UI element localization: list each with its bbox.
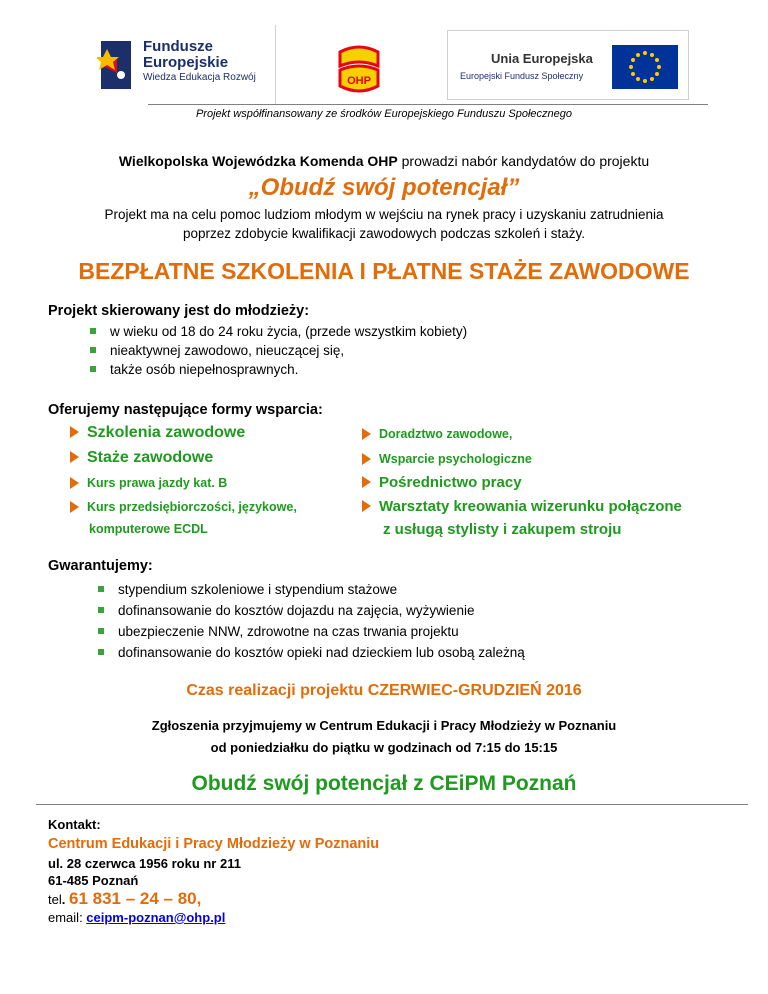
list-item: dofinansowanie do kosztów opieki nad dzieckiem lub osobą zależną — [98, 642, 525, 663]
contact-address-1: ul. 28 czerwca 1956 roku nr 211 — [48, 856, 241, 871]
arrow-icon — [362, 453, 371, 465]
phone-label-dot: . — [61, 892, 66, 907]
description-line-1: Projekt ma na celu pomoc ludziom młodym w wejściu na rynek pracy i uzyskaniu zatrudnienia — [104, 207, 664, 222]
target-heading: Projekt skierowany jest do młodzieży: — [48, 303, 310, 319]
support-left-item-4: Kurs przedsiębiorczości, językowe, — [70, 500, 297, 514]
ue-logo-line2: Europejski Fundusz Społeczny — [460, 71, 584, 81]
cofinancing-note: Projekt współfinansowany ze środków Europejskiego Funduszu Społecznego — [195, 108, 573, 120]
arrow-icon — [362, 476, 371, 488]
support-heading: Oferujemy następujące formy wsparcia: — [48, 402, 323, 418]
unia-europejska-logo — [447, 30, 689, 100]
email-link[interactable]: ceipm-poznan@ohp.pl — [86, 910, 226, 925]
arrow-icon — [70, 477, 79, 489]
arrow-icon — [362, 428, 371, 440]
support-left-item-2: Staże zawodowe — [70, 449, 213, 467]
header-rule — [148, 104, 708, 105]
guarantee-heading: Gwarantujemy: — [48, 558, 153, 574]
phone-number: 61 831 – 24 – 80, — [68, 889, 202, 908]
logo-divider — [275, 25, 276, 105]
fundusze-europejskie-logo — [97, 35, 267, 95]
applications — [0, 715, 768, 759]
contact-org: Centrum Edukacji i Pracy Młodzieży w Poznaniu — [48, 836, 380, 852]
bullet-icon — [90, 347, 96, 353]
fe-logo-line1: Fundusze — [143, 38, 213, 55]
applications-line-2: od poniedziałku do piątku w godzinach od 7:15 do 15:15 — [210, 740, 558, 755]
description-line-2: poprzez zdobycie kwalifikacji zawodowych podczas szkoleń i staży. — [183, 226, 585, 241]
support-right-item-3: Pośrednictwo pracy — [362, 474, 522, 491]
support-right-item-4-cont: z usługą stylisty i zakupem stroju — [383, 521, 622, 538]
intro-org: Wielkopolska Wojewódzka Komenda OHP — [118, 153, 398, 169]
ohp-logo-text: OHP — [347, 75, 371, 87]
bullet-icon — [98, 607, 104, 613]
list-item: stypendium szkoleniowe i stypendium stażowe — [98, 579, 525, 600]
email-label: email: — [48, 910, 87, 925]
target-list — [90, 322, 467, 379]
guarantee-list — [98, 579, 525, 663]
headline: BEZPŁATNE SZKOLENIA I PŁATNE STAŻE ZAWODOWE — [78, 258, 690, 284]
arrow-icon — [362, 500, 371, 512]
intro-line — [0, 153, 768, 169]
arrow-icon — [70, 501, 79, 513]
phone-label: tel — [48, 892, 62, 907]
ue-logo-line1: Unia Europejska — [491, 51, 593, 66]
project-description — [40, 205, 728, 243]
support-left-item-4-cont: komputerowe ECDL — [89, 522, 208, 536]
arrow-icon — [70, 426, 79, 438]
fe-logo-line3: Wiedza Edukacja Rozwój — [143, 71, 256, 83]
slogan: Obudź swój potencjał z CEiPM Poznań — [191, 772, 577, 795]
ohp-logo-icon — [330, 40, 388, 98]
contact-address-2: 61-485 Poznań — [48, 873, 139, 888]
arrow-icon — [70, 451, 79, 463]
eu-flag-icon — [612, 45, 678, 89]
support-right-item-4: Warsztaty kreowania wizerunku połączone — [362, 498, 682, 515]
list-item: nieaktywnej zawodowo, nieuczącej się, — [90, 341, 467, 360]
support-left-item-3: Kurs prawa jazdy kat. B — [70, 476, 227, 490]
bullet-icon — [98, 628, 104, 634]
bullet-icon — [90, 366, 96, 372]
intro-rest: prowadzi nabór kandydatów do projektu — [397, 153, 650, 169]
project-name: „Obudź swój potencjał” — [248, 174, 520, 201]
list-item: ubezpieczenie NNW, zdrowotne na czas trwania projektu — [98, 621, 525, 642]
fe-logo-icon — [97, 35, 137, 95]
list-item: także osób niepełnosprawnych. — [90, 360, 467, 379]
bullet-icon — [90, 328, 96, 334]
list-item: w wieku od 18 do 24 roku życia, (przede wszystkim kobiety) — [90, 322, 467, 341]
contact-label: Kontakt: — [48, 817, 101, 832]
support-right-item-1: Doradztwo zawodowe, — [362, 427, 512, 441]
bullet-icon — [98, 586, 104, 592]
contact-phone — [48, 889, 379, 909]
timeline: Czas realizacji projektu CZERWIEC-GRUDZIEŃ 2016 — [186, 682, 582, 699]
applications-line-1: Zgłoszenia przyjmujemy w Centrum Edukacji i Pracy Młodzieży w Poznaniu — [151, 718, 617, 733]
contact-block — [48, 817, 379, 925]
support-left-item-1: Szkolenia zawodowe — [70, 424, 245, 442]
contact-email — [48, 910, 379, 925]
ohp-logo — [330, 40, 388, 98]
fe-logo-line2: Europejskie — [143, 53, 229, 71]
footer-rule — [36, 804, 748, 805]
bullet-icon — [98, 649, 104, 655]
support-right-item-2: Wsparcie psychologiczne — [362, 452, 532, 466]
list-item: dofinansowanie do kosztów dojazdu na zajęcia, wyżywienie — [98, 600, 525, 621]
